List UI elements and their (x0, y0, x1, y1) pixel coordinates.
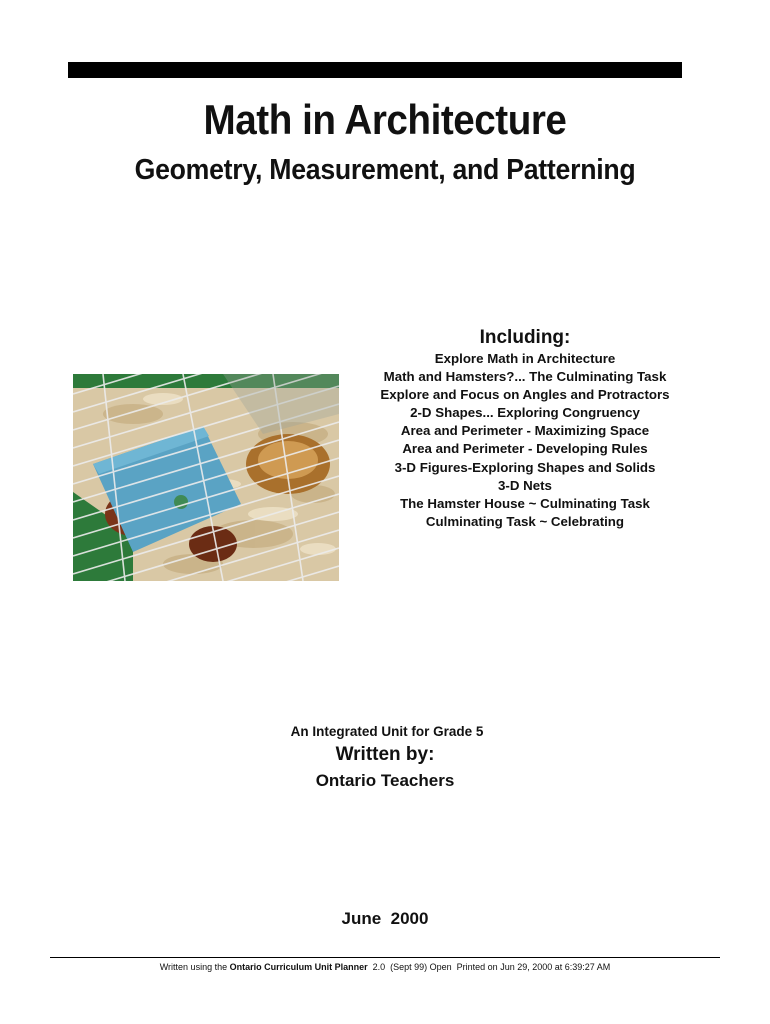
footer-prefix: Written using the (159, 962, 230, 972)
list-item: Explore Math in Architecture (434, 351, 616, 366)
list-item: 2-D Shapes... Exploring Congruency (410, 405, 640, 421)
written-by-label: Written by: (335, 744, 435, 765)
authors: Ontario Teachers (315, 771, 455, 790)
list-item: The Hamster House ~ Culminating Task (400, 495, 650, 511)
list-item: Culminating Task ~ Celebrating (425, 513, 625, 529)
top-rule-bar (68, 62, 682, 78)
footer-planner-name: Ontario Curriculum Unit Planner (229, 962, 368, 972)
list-item: Explore and Focus on Angles and Protractors (380, 387, 670, 403)
list-item: Area and Perimeter - Maximizing Space (400, 423, 650, 439)
hamster-cage-photo (73, 374, 339, 581)
list-item: Area and Perimeter - Developing Rules (402, 441, 648, 457)
grade-line: An Integrated Unit for Grade 5 (290, 724, 484, 739)
footer-note (0, 962, 770, 972)
document-subtitle: Geometry, Measurement, and Patterning (134, 154, 636, 186)
including-heading: Including: (479, 327, 571, 348)
photo-illustration (73, 374, 339, 581)
document-title: Math in Architecture (203, 96, 567, 143)
list-item: Math and Hamsters?... The Culminating Task (383, 369, 667, 385)
list-item: 3-D Figures-Exploring Shapes and Solids (394, 459, 656, 475)
footer-divider (50, 957, 720, 958)
publication-date: June 2000 (341, 909, 429, 928)
topics-list (362, 350, 688, 531)
footer-suffix: 2.0 (Sept 99) Open Printed on Jun 29, 2000 at 6:39:27 AM (367, 962, 611, 972)
list-item: 3-D Nets (498, 477, 552, 493)
